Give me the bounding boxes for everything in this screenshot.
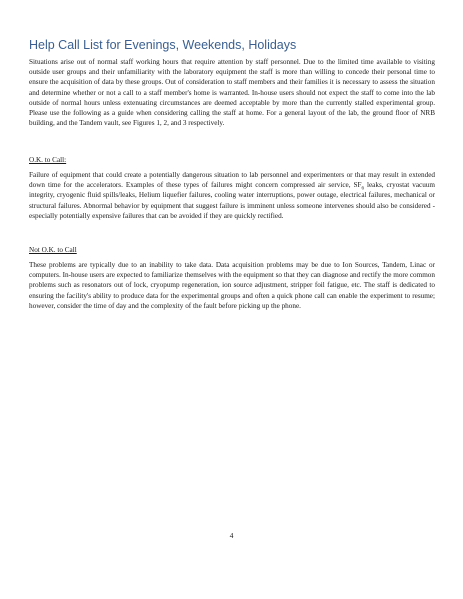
ok-to-call-heading: O.K. to Call:: [29, 156, 67, 164]
page-number: 4: [229, 531, 234, 540]
sf6-subscript: 6: [361, 186, 365, 192]
ok-text-part-2: leaks, cryostat vacuum integrity, cryogenic fluid spills/leaks, Helium liquefier failures, cooling water interruptions, power outage, electrical failures, mechanical or structural failures. Abnormal behavior by equipment that suggest failure is imminent unless someone intervenes should also be considered - especially potentially expensive failures that can be avoided if they are quickly rectified.: [29, 181, 435, 220]
ok-to-call-paragraph: [29, 170, 435, 221]
intro-paragraph: Situations arise out of normal staff working hours that require attention by staff personnel. Due to the limited time available to visiting outside user groups and their unfamiliarity with the laboratory equipment the staff is more than willing to concede their personal time to ensure the acquisition of data by these groups. Out of consideration to staff members and their families it is necessary to assess the situation and determine whether or not a call to a staff member's home is warranted. In-house users should not expect the staff to come into the lab outside of normal hours unless extenuating circumstances are deemed acceptable by more than the currently stalled experimental group. Please use the following as a guide when considering calling the staff at home. For a general layout of the lab, the ground floor of NRB building, and the Tandem vault, see Figures 1, 2, and 3 respectively.: [29, 58, 435, 128]
not-ok-to-call-heading: Not O.K. to Call: [29, 246, 77, 254]
not-ok-to-call-paragraph: These problems are typically due to an inability to take data. Data acquisition problems may be due to Ion Sources, Tandem, Linac or computers. In-house users are expected to familiarize themselves with the equipment so that they can diagnose and rectify the more common problems such as resonators out of lock, cryopump regeneration, ion source adjustment, stripper foil fatigue, etc. The staff is dedicated to ensuring the facility's ability to produce data for the experimental groups and often a quick phone call can enable the experiment to resume; however, consider the time of day and the complexity of the fault before picking up the phone.: [29, 261, 435, 310]
document-title: Help Call List for Evenings, Weekends, Holidays: [29, 38, 297, 52]
ok-text-part-1: Failure of equipment that could create a potentially dangerous situation to lab personnel and experimenters or that may result in extended down time for the accelerators. Examples of these types of failures might concern compressed air service, SF: [29, 171, 435, 190]
